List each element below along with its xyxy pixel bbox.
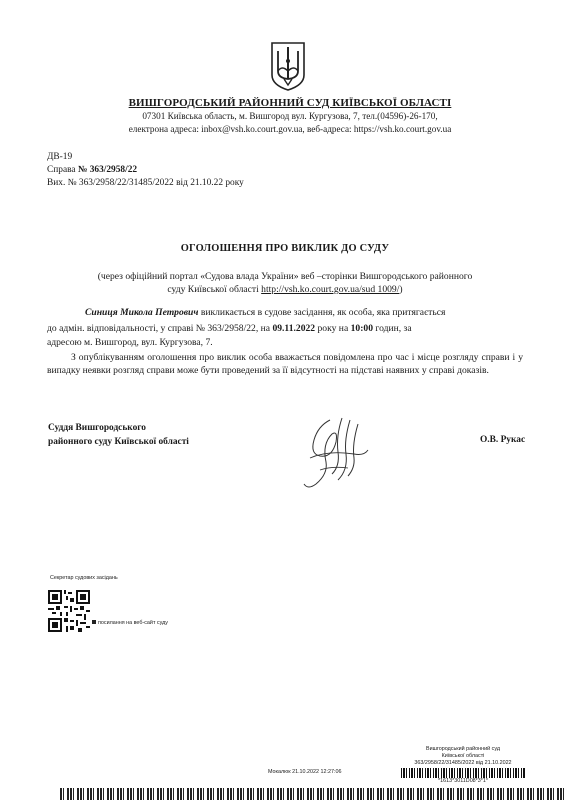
summons-text-2b: року на [315,323,351,334]
address-line: 07301 Київська область, м. Вишгород вул. Кургузова, 7, тел.(04596)-26-170, [142,111,438,121]
summons-address: адресою м. Вишгород, вул. Кургузова, 7. [47,337,213,348]
email-line: електрона адреса: inbox@vsh.ko.court.gov.ua, веб-адреса: https://vsh.ko.court.gov.ua [128,124,452,134]
hearing-date: 09.11.2022 [272,323,316,334]
case-label: Справа [47,165,78,175]
bullet-icon [92,620,96,624]
outgoing-number: Вих. № 363/2958/22/31485/2022 від 21.10.22 року [47,178,244,188]
judge-title-line-2: районного суду Київської області [48,437,189,447]
summons-text-1: викликається в судове засідання, як особа, яка притягається [198,307,446,318]
bottom-barcode-band [60,788,567,800]
judge-name: О.В. Рукас [480,435,526,445]
portal-line-2 [60,283,510,296]
summons-text-2a: до адмін. відповідальності, у справі № 363/2958/22, на [47,323,273,334]
hearing-time: 10:00 [350,323,373,334]
portal-note [60,270,510,296]
summons-line-2 [47,322,523,335]
portal-link[interactable]: http://vsh.ko.court.gov.ua/sud 1009/ [261,284,400,295]
stamp-court: Вишгородський районний суд [425,746,501,752]
stamp-region: Київської області [441,753,485,759]
document-code: ДВ-19 [47,152,73,162]
stamp-number: 363/2958/22/31485/2022 від 21.10.2022 [414,760,512,766]
barcode-icon [401,768,525,778]
qr-label [92,620,168,627]
summons-paragraph [47,306,523,319]
qr-code-icon[interactable] [48,590,90,632]
summons-text-2c: годин, за [373,323,412,334]
portal-line-1: (через офіційний портал «Судова влада України» веб –сторінки Вишгородського районного [97,271,473,282]
case-number: № 363/2958/22 [77,165,138,175]
barcode-text: *1613*3011D08*3*1* [438,778,488,784]
case-reference [47,164,137,177]
notice-title: ОГОЛОШЕННЯ ПРО ВИКЛИК ДО СУДУ [180,243,390,254]
registration-stamp [383,746,543,785]
secretary-label: Секретар судових засідань [50,575,118,581]
judge-title-line-1: Суддя Вишгородського [48,423,146,433]
court-address [60,110,520,136]
person-name: Синиця Микола Петрович [85,307,199,318]
qr-label-text: посилання на веб-сайт суду [98,620,168,626]
signature-image [292,414,372,492]
portal-line-2-prefix: суду Київської області [167,284,262,295]
coat-of-arms-icon [270,41,306,91]
registration-info: Мокалюк 21.10.2022 12:27:06 [268,769,342,775]
portal-line-2-suffix: ) [399,284,403,295]
consequence-paragraph: З опублікуванням оголошення про виклик особа вважається повідомлена про час і місце розгляду справи і у випадку неявки розгляд справи може бути проведений за її відсутності на підставі наявних у справі доказів. [47,352,523,376]
court-name: ВИШГОРОДСЬКИЙ РАЙОННИЙ СУД КИЇВСЬКОЇ ОБЛАСТІ [128,97,452,109]
judge-title [48,421,189,449]
